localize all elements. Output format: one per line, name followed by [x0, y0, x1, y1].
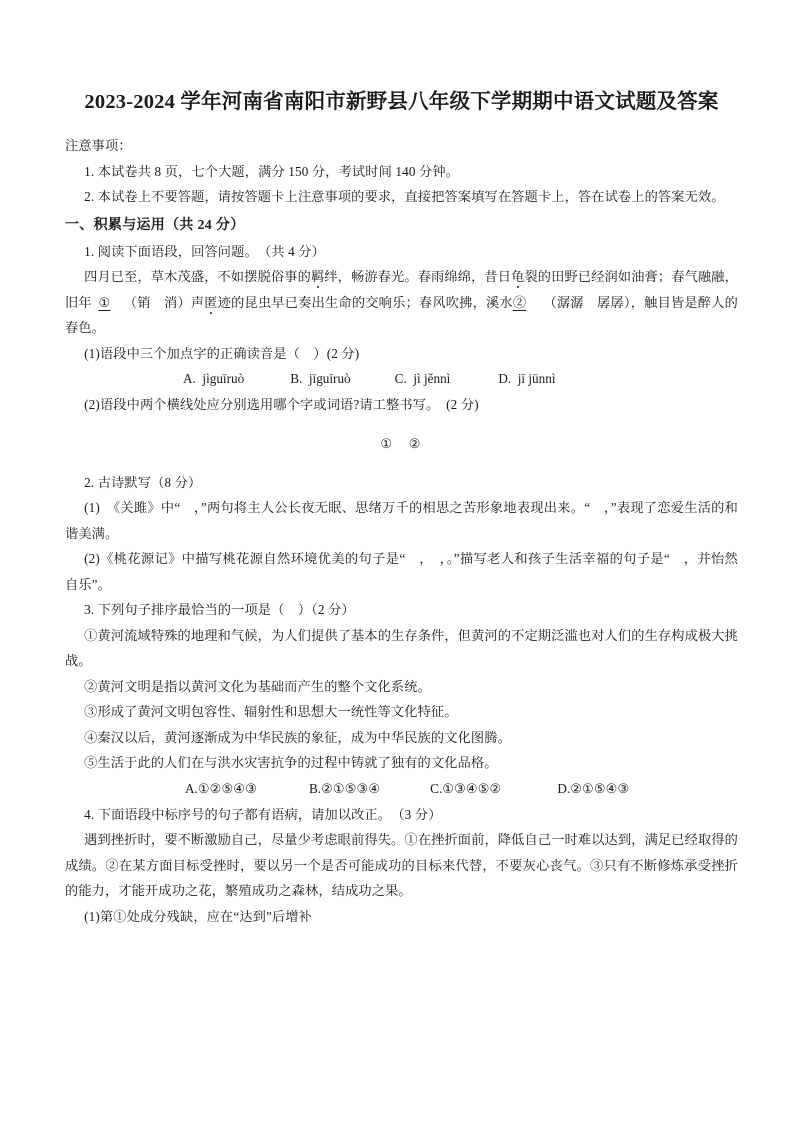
question-4-sub-item-1: (1)第①处成分残缺，应在“达到”后增补 [84, 908, 313, 924]
option-b-letter: B. [290, 371, 303, 386]
option-a-value: jìguīruò [202, 371, 245, 386]
emphasis-char-ni: 匿 [204, 294, 218, 310]
passage-text-4: （销 消）声 [123, 294, 205, 310]
emphasis-char-gui: 龟 [511, 269, 525, 284]
notice-item-1: 1. 本试卷共 8 页，七个大题，满分 150 分，考试时间 140 分钟。 [84, 163, 460, 179]
answer-blank-mark-1[interactable]: ① [380, 435, 395, 451]
fill-blank-2-mark: ② [512, 294, 527, 310]
question-1-passage [65, 264, 738, 341]
option-a-letter: A. [185, 780, 198, 796]
passage-text-2: 绊，畅游春光。春雨绵绵，昔日 [324, 269, 512, 284]
question-2-item-1: (1) 《关雎》中“ ，”两句将主人公长夜无眠、思绪万千的相思之苦形象地表现出来。“ ，”表现了恋爱生活的和谐美满。 [65, 500, 738, 541]
fill-blank-1[interactable] [98, 295, 117, 310]
question-3-statement-1: ①黄河流域特殊的地理和气候，为人们提供了基本的生存条件，但黄河的不定期泛滥也对人们的生存构成极大挑战。 [65, 627, 738, 669]
question-2-stem: 2. 古诗默写（8 分） [84, 474, 202, 490]
option-b[interactable] [290, 366, 350, 392]
passage-text-3: 裂的田野已经润如油膏；春气融融，旧年 [65, 269, 738, 310]
question-1-sub2-stem: (2)语段中两个横线处应分别选用哪个字或词语?请工整书写。 (2 分) [84, 397, 479, 412]
option-b-letter: B. [308, 780, 322, 796]
option-d-letter: D. [498, 371, 512, 386]
option-b[interactable] [309, 776, 380, 802]
option-d-value: ②①⑤④③ [570, 780, 630, 796]
fill-blank-2[interactable] [513, 295, 533, 310]
question-4-passage: 遇到挫折时，要不断激励自己，尽量少考虑眼前得失。①在挫折面前，降低自己一时难以达到，满足已经取得的成绩。②在某方面目标受挫时，要以另一个是否可能成功的目标来代替，不要灰心丧气。③只有不断修炼承受挫折的能力，才能开成功之花，繁殖成功之森林，结成功之果。 [65, 832, 738, 899]
option-c-letter: C. [430, 780, 443, 796]
option-c-letter: C. [394, 371, 407, 386]
notice-heading: 注意事项： [65, 138, 132, 153]
question-1-stem: 1. 阅读下面语段，回答问题。 （共 4 分） [84, 243, 325, 259]
question-2-item-2: (2)《桃花源记》中描写桃花源自然环境优美的句子是“ ， ，。”描写老人和孩子生活幸福的句子是“ ，并怡然自乐”。 [65, 551, 738, 592]
question-3-statement-4: ④秦汉以后，黄河逐渐成为中华民族的象征，成为中华民族的文化图腾。 [84, 729, 511, 745]
option-c[interactable] [430, 776, 501, 802]
option-d[interactable] [557, 776, 629, 802]
option-a[interactable] [185, 776, 257, 802]
question-3-stem: 3. 下列句子排序最恰当的一项是（ ）（2 分） [84, 602, 355, 618]
option-a-value: ①②⑤④③ [197, 780, 257, 796]
passage-text-5: 迹的昆虫早已奏出生命的交响乐；春风吹拂，溪水 [217, 294, 513, 310]
passage-text-6: （潺潺 孱孱），触目皆是醉人的春色。 [65, 294, 738, 335]
section-heading-1: 一、积累与运用（共 24 分） [65, 217, 245, 233]
option-c[interactable] [395, 366, 451, 392]
option-d-value: jī jūnnì [517, 371, 556, 386]
fill-blank-1-mark: ① [98, 294, 111, 310]
option-a[interactable] [183, 366, 244, 392]
notice-item-2: 2. 本试卷上不要答题，请按答题卡上注意事项的要求，直接把答案填写在答题卡上，答在试卷上的答案无效。 [84, 189, 725, 204]
option-b-value: jīguīruò [308, 371, 351, 386]
question-3-statement-5: ⑤生活于此的人们在与洪水灾害抗争的过程中铸就了独有的文化品格。 [84, 755, 498, 771]
question-4-stem: 4. 下面语段中标序号的句子都有语病，请加以改正。 （3 分） [84, 806, 442, 822]
option-d-letter: D. [557, 780, 571, 796]
answer-blank-mark-2[interactable]: ② [408, 435, 423, 451]
question-3-statement-3: ③形成了黄河文明包容性、辐射性和思想大一统性等文化特征。 [84, 704, 458, 720]
option-a-letter: A. [183, 371, 196, 386]
option-c-value: jì jěnnì [413, 371, 451, 386]
question-3-statement-2: ②黄河文明是指以黄河文化为基础而产生的整个文化系统。 [84, 678, 431, 694]
page-title: 2023-2024 学年河南省南阳市新野县八年级下学期期中语文试题及答案 [84, 91, 719, 113]
question-3-options [65, 776, 738, 802]
emphasis-char-ji: 羁 [310, 269, 325, 284]
question-1-sub1-options [65, 366, 738, 392]
question-1-sub2-answer-row [65, 431, 738, 457]
passage-text-1: 四月已至，草木茂盛，不如摆脱俗事的 [84, 269, 311, 284]
option-d[interactable] [498, 366, 555, 392]
question-1-sub1-stem: (1)语段中三个加点字的正确读音是（ ）(2 分) [84, 345, 360, 361]
option-b-value: ②①⑤③④ [321, 780, 381, 796]
option-c-value: ①③④⑤② [442, 780, 502, 796]
